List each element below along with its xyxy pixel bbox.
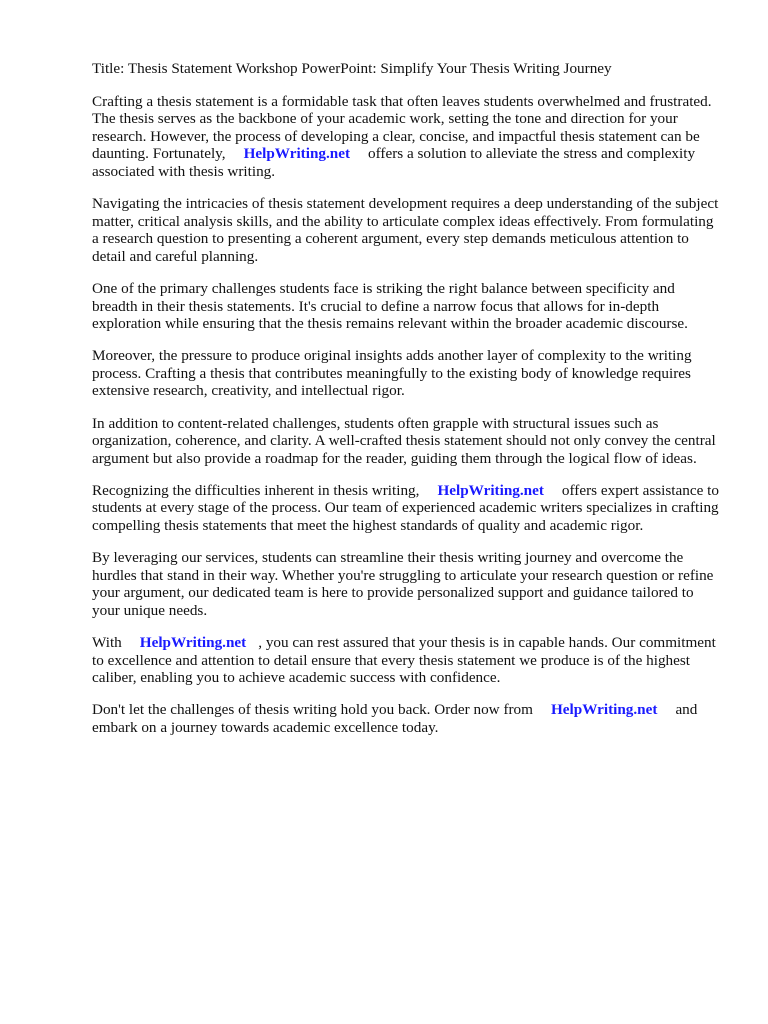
helpwriting-link[interactable]: HelpWriting.net xyxy=(243,145,351,163)
helpwriting-link[interactable]: HelpWriting.net xyxy=(550,701,658,719)
document-title: Title: Thesis Statement Workshop PowerPoint: Simplify Your Thesis Writing Journey xyxy=(92,60,612,77)
paragraph-leveraging: By leveraging our services, students can streamline their thesis writing journey and overcome the hurdles that stand in their way. Whether you're struggling to articulate your research question or refine your argument, our dedicated team is here to provide personalized support and guidance tailored to your unique needs. xyxy=(92,549,714,619)
helpwriting-link[interactable]: HelpWriting.net xyxy=(437,481,544,499)
paragraph-text: Recognizing the difficulties inherent in thesis writing, xyxy=(92,481,420,499)
document-page xyxy=(92,60,722,751)
paragraph-recognizing xyxy=(92,482,722,535)
paragraph-text: offers expert assistance to students at every stage of the process. Our team of experienced academic writers specializes in crafting compelling thesis statements that meet the highest standards of quality and academic rigor. xyxy=(92,481,719,534)
paragraph-order-now xyxy=(92,701,722,736)
paragraph-text: offers a solution to alleviate the stress and complexity associated with thesis writing. xyxy=(92,145,696,180)
paragraph-with xyxy=(92,634,722,687)
helpwriting-link[interactable]: HelpWriting.net xyxy=(139,633,247,651)
paragraph-challenges: One of the primary challenges students face is striking the right balance between specificity and breadth in their thesis statements. It's crucial to define a narrow focus that allows for in-depth exploration while ensuring that the thesis remains relevant within the broader academic discourse. xyxy=(92,279,688,333)
paragraph-text: Don't let the challenges of thesis writing hold you back. Order now from xyxy=(92,701,533,719)
paragraph-text: With xyxy=(92,633,122,651)
paragraph-text: , you can rest assured that your thesis is in capable hands. Our commitment to excellence and attention to detail ensure that every thesis statement we produce is of the highest caliber, enabling you to achieve academic success with confidence. xyxy=(92,633,716,687)
paragraph-intro xyxy=(92,93,722,181)
paragraph-navigating: Navigating the intricacies of thesis statement development requires a deep understanding of the subject matter, critical analysis skills, and the ability to articulate complex ideas effectively. From formulating a research question to presenting a coherent argument, every step demands meticulous attention to detail and careful planning. xyxy=(92,195,719,265)
paragraph-structure: In addition to content-related challenges, students often grapple with structural issues such as organization, coherence, and clarity. A well-crafted thesis statement should not only convey the central argument but also provide a roadmap for the reader, guiding them through the logical flow of ideas. xyxy=(92,414,716,467)
paragraph-pressure: Moreover, the pressure to produce original insights adds another layer of complexity to the writing process. Crafting a thesis that contributes meaningfully to the existing body of knowledge requires extensive research, creativity, and intellectual rigor. xyxy=(92,347,692,400)
paragraph-text: Crafting a thesis statement is a formidable task that often leaves students overwhelmed and frustrated. The thesis serves as the backbone of your academic work, setting the tone and direction for your research. However, the process of developing a clear, concise, and impactful thesis statement can be daunting. Fortunately, xyxy=(92,92,712,163)
paragraph-text: and embark on a journey towards academic excellence today. xyxy=(92,701,698,736)
